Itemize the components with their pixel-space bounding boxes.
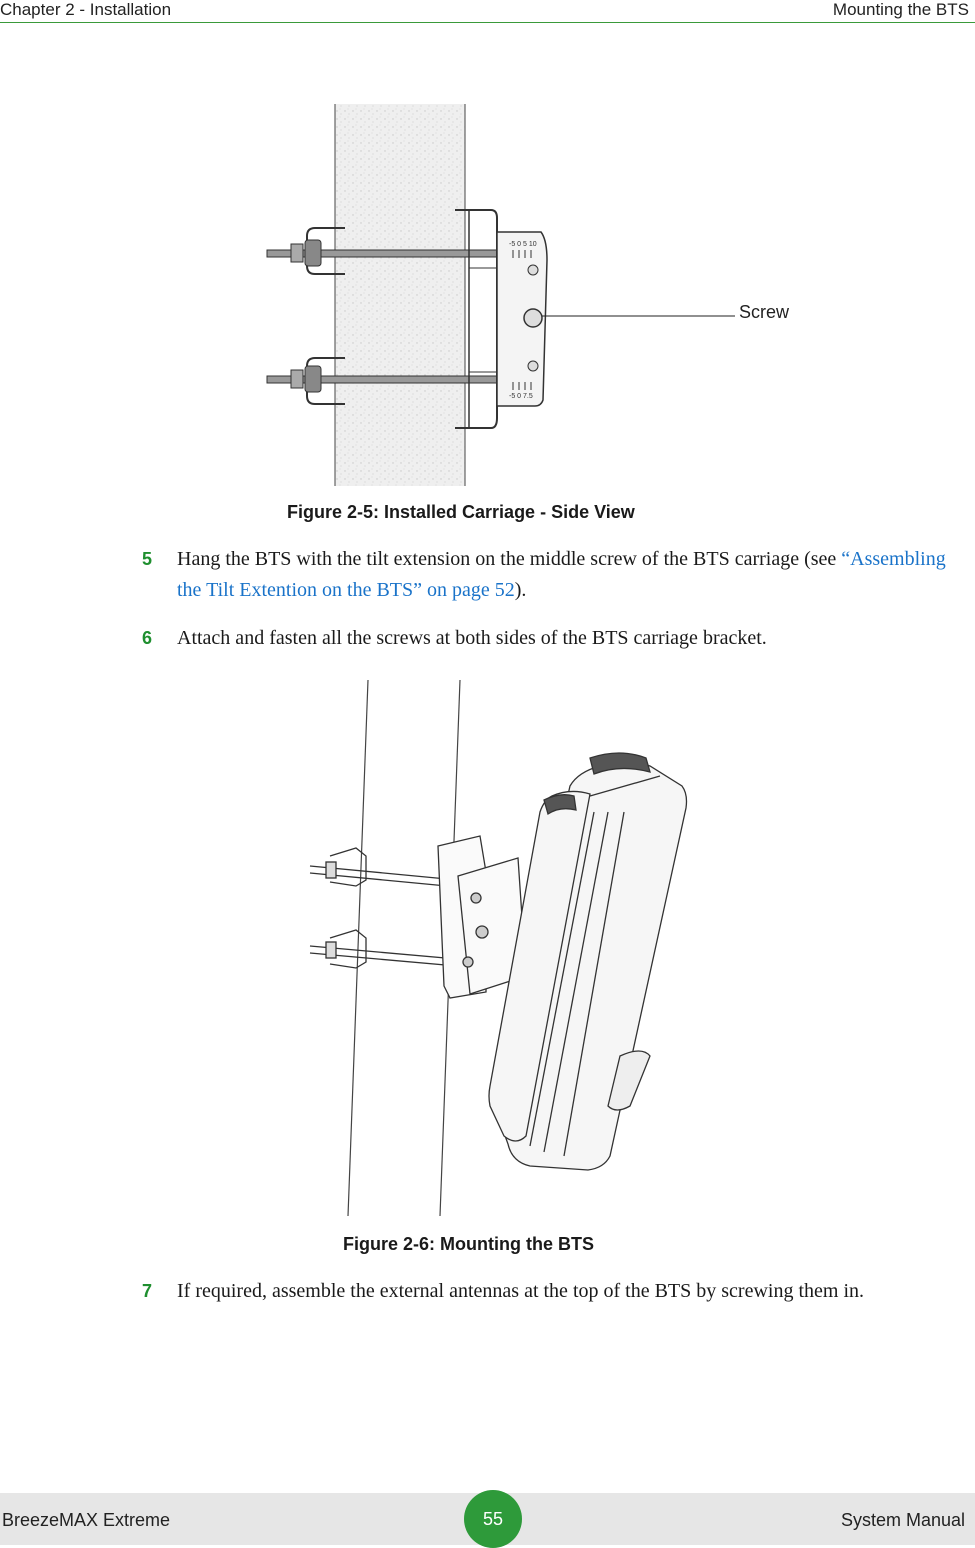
pole-left-edge xyxy=(348,680,368,1216)
bts-unit xyxy=(489,753,687,1170)
upper-bolt xyxy=(528,265,538,275)
section-title: Mounting the BTS xyxy=(832,0,969,19)
page-footer xyxy=(0,1493,975,1545)
cross-reference-link[interactable]: “Assembling the Tilt Extention on the BTS” on page 52 xyxy=(177,548,946,601)
figure-installed-carriage xyxy=(255,100,815,490)
lower-bolt xyxy=(528,361,538,371)
step-text: Attach and fasten all the screws at both sides of the BTS carriage bracket. xyxy=(177,627,767,649)
middle-screw xyxy=(524,309,542,327)
tilt-scale-bottom: -5 0 7.5 xyxy=(509,393,533,400)
figure-2-5-caption: Figure 2-5: Installed Carriage - Side View xyxy=(287,502,635,522)
page-number-badge: 55 xyxy=(464,1490,522,1548)
step-number: 6 xyxy=(142,628,153,648)
step-6 xyxy=(142,623,972,655)
screw-callout-label: Screw xyxy=(739,302,790,322)
tilt-scale-top: -5 0 5 10 xyxy=(509,241,537,248)
step-5 xyxy=(142,544,972,608)
page-header xyxy=(0,0,975,23)
step-number: 5 xyxy=(142,549,153,569)
step-number: 7 xyxy=(142,1281,153,1301)
bts-mounting-illustration xyxy=(290,676,710,1224)
chapter-title: Chapter 2 - Installation xyxy=(0,0,172,19)
document-name: System Manual xyxy=(840,1510,965,1530)
step-text: If required, assemble the external antennas at the top of the BTS by screwing them in. xyxy=(177,1280,865,1302)
pole xyxy=(335,104,465,486)
figure-2-6-caption: Figure 2-6: Mounting the BTS xyxy=(343,1234,594,1254)
product-name: BreezeMAX Extreme xyxy=(2,1510,171,1530)
step-text-start: Hang the BTS with the tilt extension on the middle screw of the BTS carriage (see xyxy=(177,548,842,570)
step-text-end: ). xyxy=(514,579,527,601)
carriage-side-view-illustration xyxy=(255,100,815,490)
step-text xyxy=(177,544,972,606)
step-7 xyxy=(142,1276,972,1340)
figure-mounting-bts xyxy=(290,676,710,1224)
